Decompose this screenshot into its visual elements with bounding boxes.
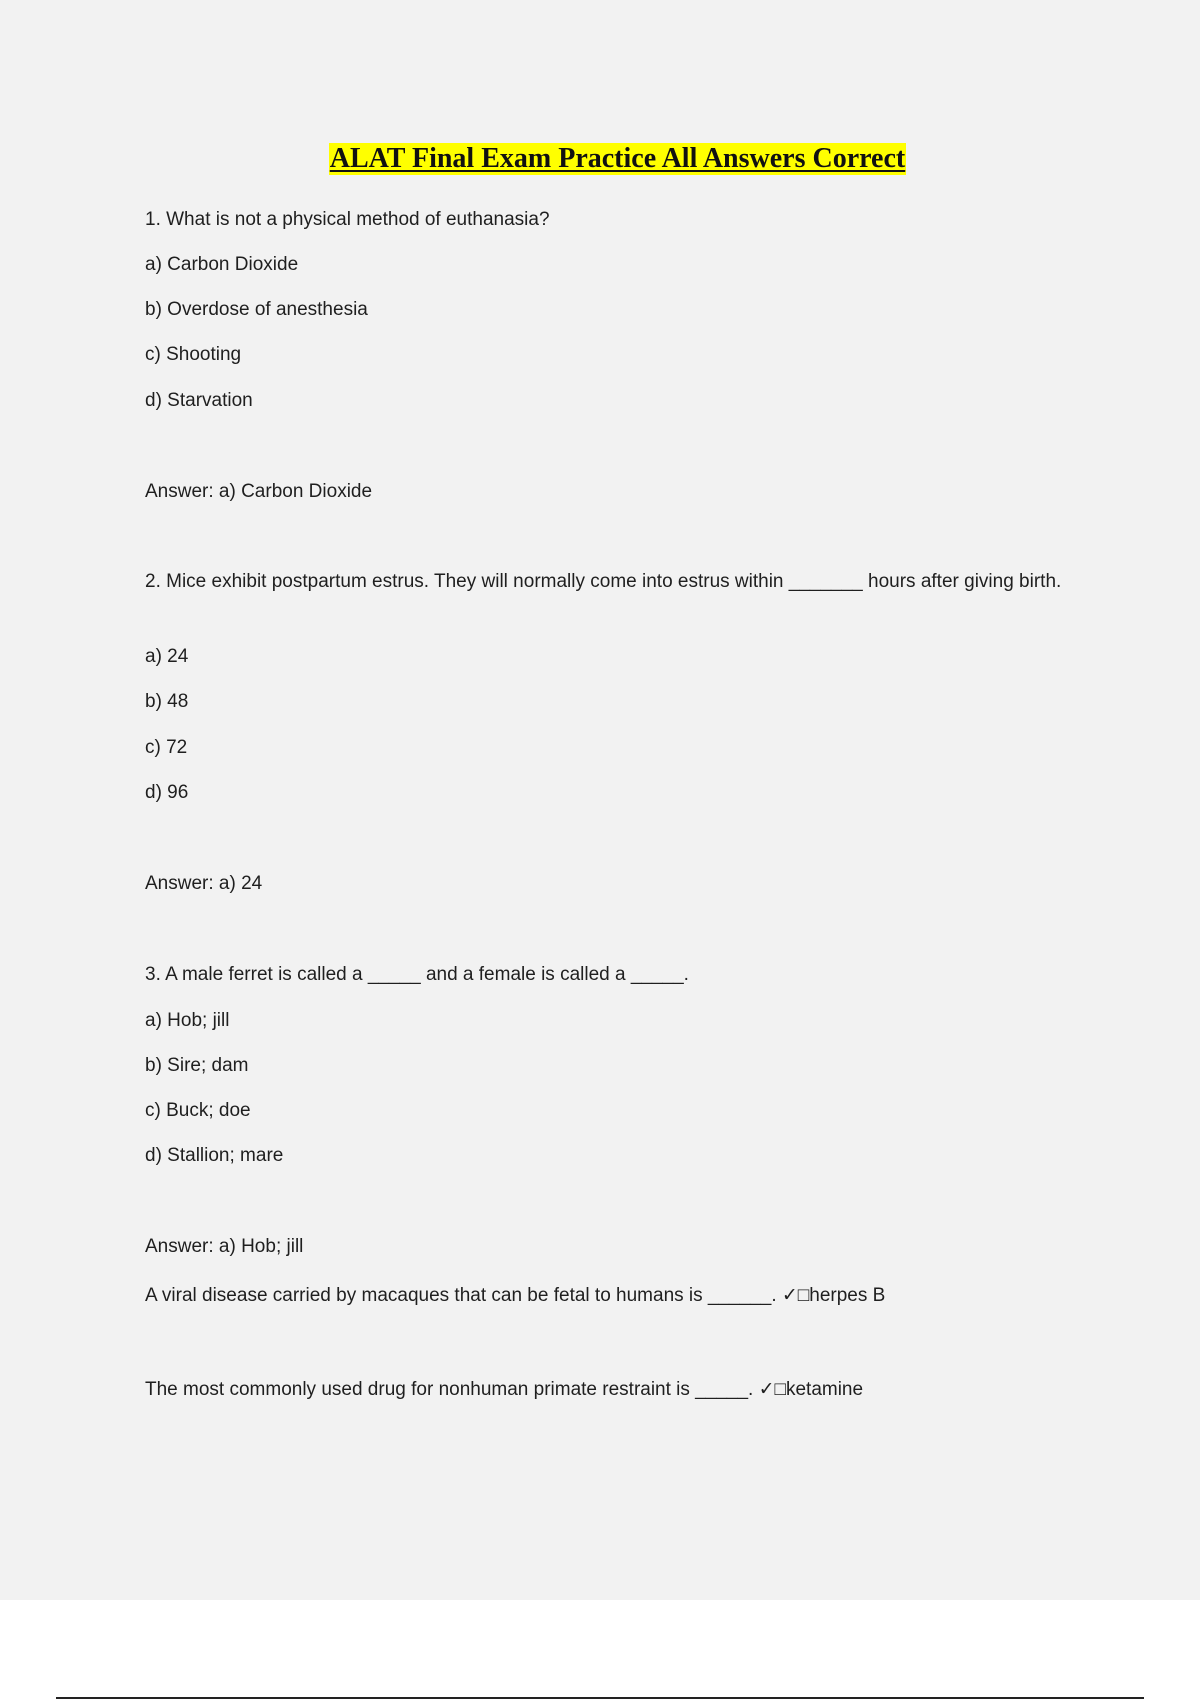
question-2-option-a: a) 24 bbox=[145, 646, 189, 667]
question-2-answer: Answer: a) 24 bbox=[145, 873, 263, 894]
flashcard-ketamine: The most commonly used drug for nonhuman primate restraint is _____. ✓□ketamine bbox=[145, 1379, 864, 1400]
question-1-text: 1. What is not a physical method of euthanasia? bbox=[145, 209, 550, 230]
flashcard-herpes-b: A viral disease carried by macaques that can be fetal to humans is ______. ✓□herpes B bbox=[145, 1285, 886, 1306]
question-1-option-a: a) Carbon Dioxide bbox=[145, 254, 299, 275]
question-2-option-c: c) 72 bbox=[145, 737, 188, 758]
question-1-answer: Answer: a) Carbon Dioxide bbox=[145, 481, 373, 502]
question-1-option-c: c) Shooting bbox=[145, 344, 242, 365]
question-2-text: 2. Mice exhibit postpartum estrus. They will normally come into estrus within _______ hours after giving birth. bbox=[145, 571, 1062, 592]
document-title: ALAT Final Exam Practice All Answers Correct bbox=[329, 143, 906, 174]
question-1-option-d: d) Starvation bbox=[145, 390, 253, 411]
question-3-text: 3. A male ferret is called a _____ and a female is called a _____. bbox=[145, 964, 689, 985]
question-3-option-a: a) Hob; jill bbox=[145, 1010, 230, 1031]
question-1-option-b: b) Overdose of anesthesia bbox=[145, 299, 368, 320]
question-3-option-b: b) Sire; dam bbox=[145, 1055, 249, 1076]
footer-divider bbox=[56, 1697, 1144, 1699]
title-container bbox=[0, 143, 1200, 175]
question-3-option-c: c) Buck; doe bbox=[145, 1100, 251, 1121]
question-3-option-d: d) Stallion; mare bbox=[145, 1145, 284, 1166]
question-3-answer: Answer: a) Hob; jill bbox=[145, 1236, 304, 1257]
question-2-option-b: b) 48 bbox=[145, 691, 189, 712]
question-2-option-d: d) 96 bbox=[145, 782, 189, 803]
